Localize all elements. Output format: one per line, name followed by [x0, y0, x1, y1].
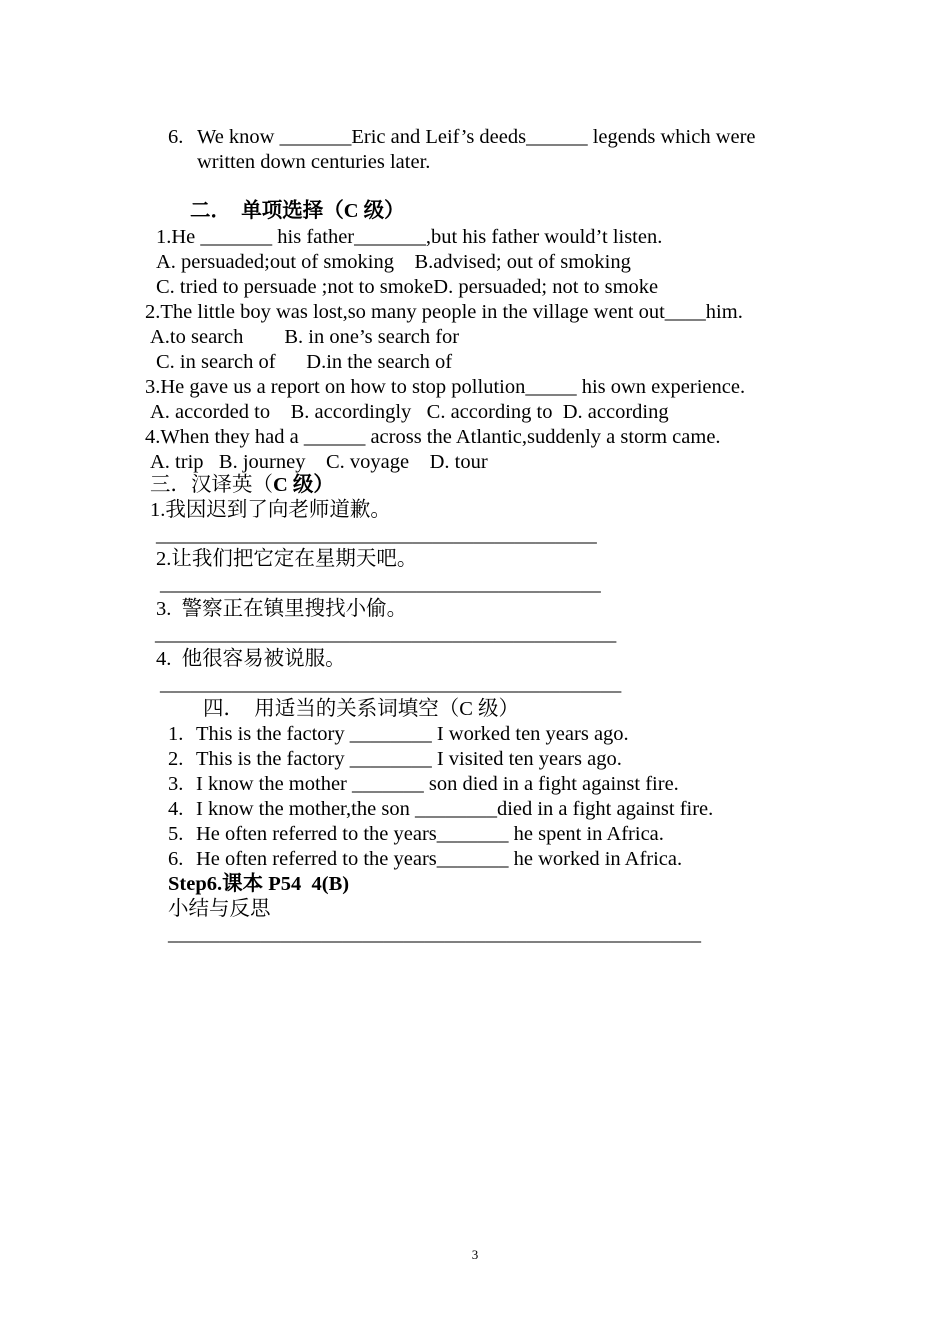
- translation-question-1: 1.我因迟到了向老师道歉。: [150, 499, 391, 521]
- section-4-heading: 四． 用适当的关系词填空（C 级）: [203, 698, 520, 720]
- translation-answer-line-2: ___________________________________________: [160, 573, 601, 595]
- translation-answer-line-3: _____________________________________________: [155, 623, 617, 645]
- relative-item-2-number: 2.: [168, 748, 184, 770]
- mc-question-2-options-cd: C. in search of D.in the search of: [156, 351, 453, 373]
- step-6-heading: Step6.课本 P54 4(B): [168, 873, 350, 895]
- relative-item-6-number: 6.: [168, 848, 184, 870]
- mc-question-2-options-ab: A.to search B. in one’s search for: [150, 326, 460, 348]
- mc-question-2: 2.The little boy was lost,so many people in the village went out____him.: [145, 301, 743, 323]
- mc-question-3: 3.He gave us a report on how to stop pollution_____ his own experience.: [145, 376, 746, 398]
- mc-question-3-options: A. accorded to B. accordingly C. according to D. according: [150, 401, 669, 423]
- section-2-heading: 二． 单项选择（C 级）: [190, 200, 405, 222]
- section-3-heading: [150, 473, 334, 498]
- relative-item-5-number: 5.: [168, 823, 184, 845]
- relative-item-1-number: 1.: [168, 723, 184, 745]
- page-number: 3: [471, 1247, 479, 1262]
- mc-question-1-options-ab: A. persuaded;out of smoking B.advised; out of smoking: [156, 251, 631, 273]
- relative-item-6-text: He often referred to the years_______ he worked in Africa.: [196, 848, 683, 870]
- item-6-number: 6.: [168, 126, 184, 148]
- relative-item-4-number: 4.: [168, 798, 184, 820]
- relative-item-2-text: This is the factory ________ I visited ten years ago.: [196, 748, 622, 770]
- relative-item-4-text: I know the mother,the son ________died in a fight against fire.: [196, 798, 714, 820]
- section-3-heading-level: C 级）: [273, 474, 334, 496]
- mc-question-1: 1.He _______ his father_______,but his father would’t listen.: [156, 226, 663, 248]
- summary-label: 小结与反思: [168, 898, 271, 920]
- relative-item-1-text: This is the factory ________ I worked ten years ago.: [196, 723, 629, 745]
- translation-answer-line-1: ___________________________________________: [156, 524, 597, 546]
- mc-question-4-options: A. trip B. journey C. voyage D. tour: [150, 451, 488, 473]
- section-3-heading-text: 三．汉译英（: [150, 474, 273, 496]
- mc-question-4: 4.When they had a ______ across the Atlantic,suddenly a storm came.: [145, 426, 721, 448]
- relative-item-3-text: I know the mother _______ son died in a fight against fire.: [196, 773, 679, 795]
- translation-question-3: 3. 警察正在镇里搜找小偷。: [156, 598, 408, 620]
- summary-answer-line: ____________________________________________________: [168, 923, 701, 945]
- translation-answer-line-4: _____________________________________________: [160, 673, 622, 695]
- mc-question-1-options-cd: C. tried to persuade ;not to smokeD. persuaded; not to smoke: [156, 276, 659, 298]
- item-6-line-2: written down centuries later.: [197, 151, 431, 173]
- item-6-line-1: We know _______Eric and Leif’s deeds______ legends which were: [197, 126, 756, 148]
- translation-question-4: 4. 他很容易被说服。: [156, 648, 346, 670]
- relative-item-5-text: He often referred to the years_______ he spent in Africa.: [196, 823, 664, 845]
- translation-question-2: 2.让我们把它定在星期天吧。: [156, 548, 418, 570]
- relative-item-3-number: 3.: [168, 773, 184, 795]
